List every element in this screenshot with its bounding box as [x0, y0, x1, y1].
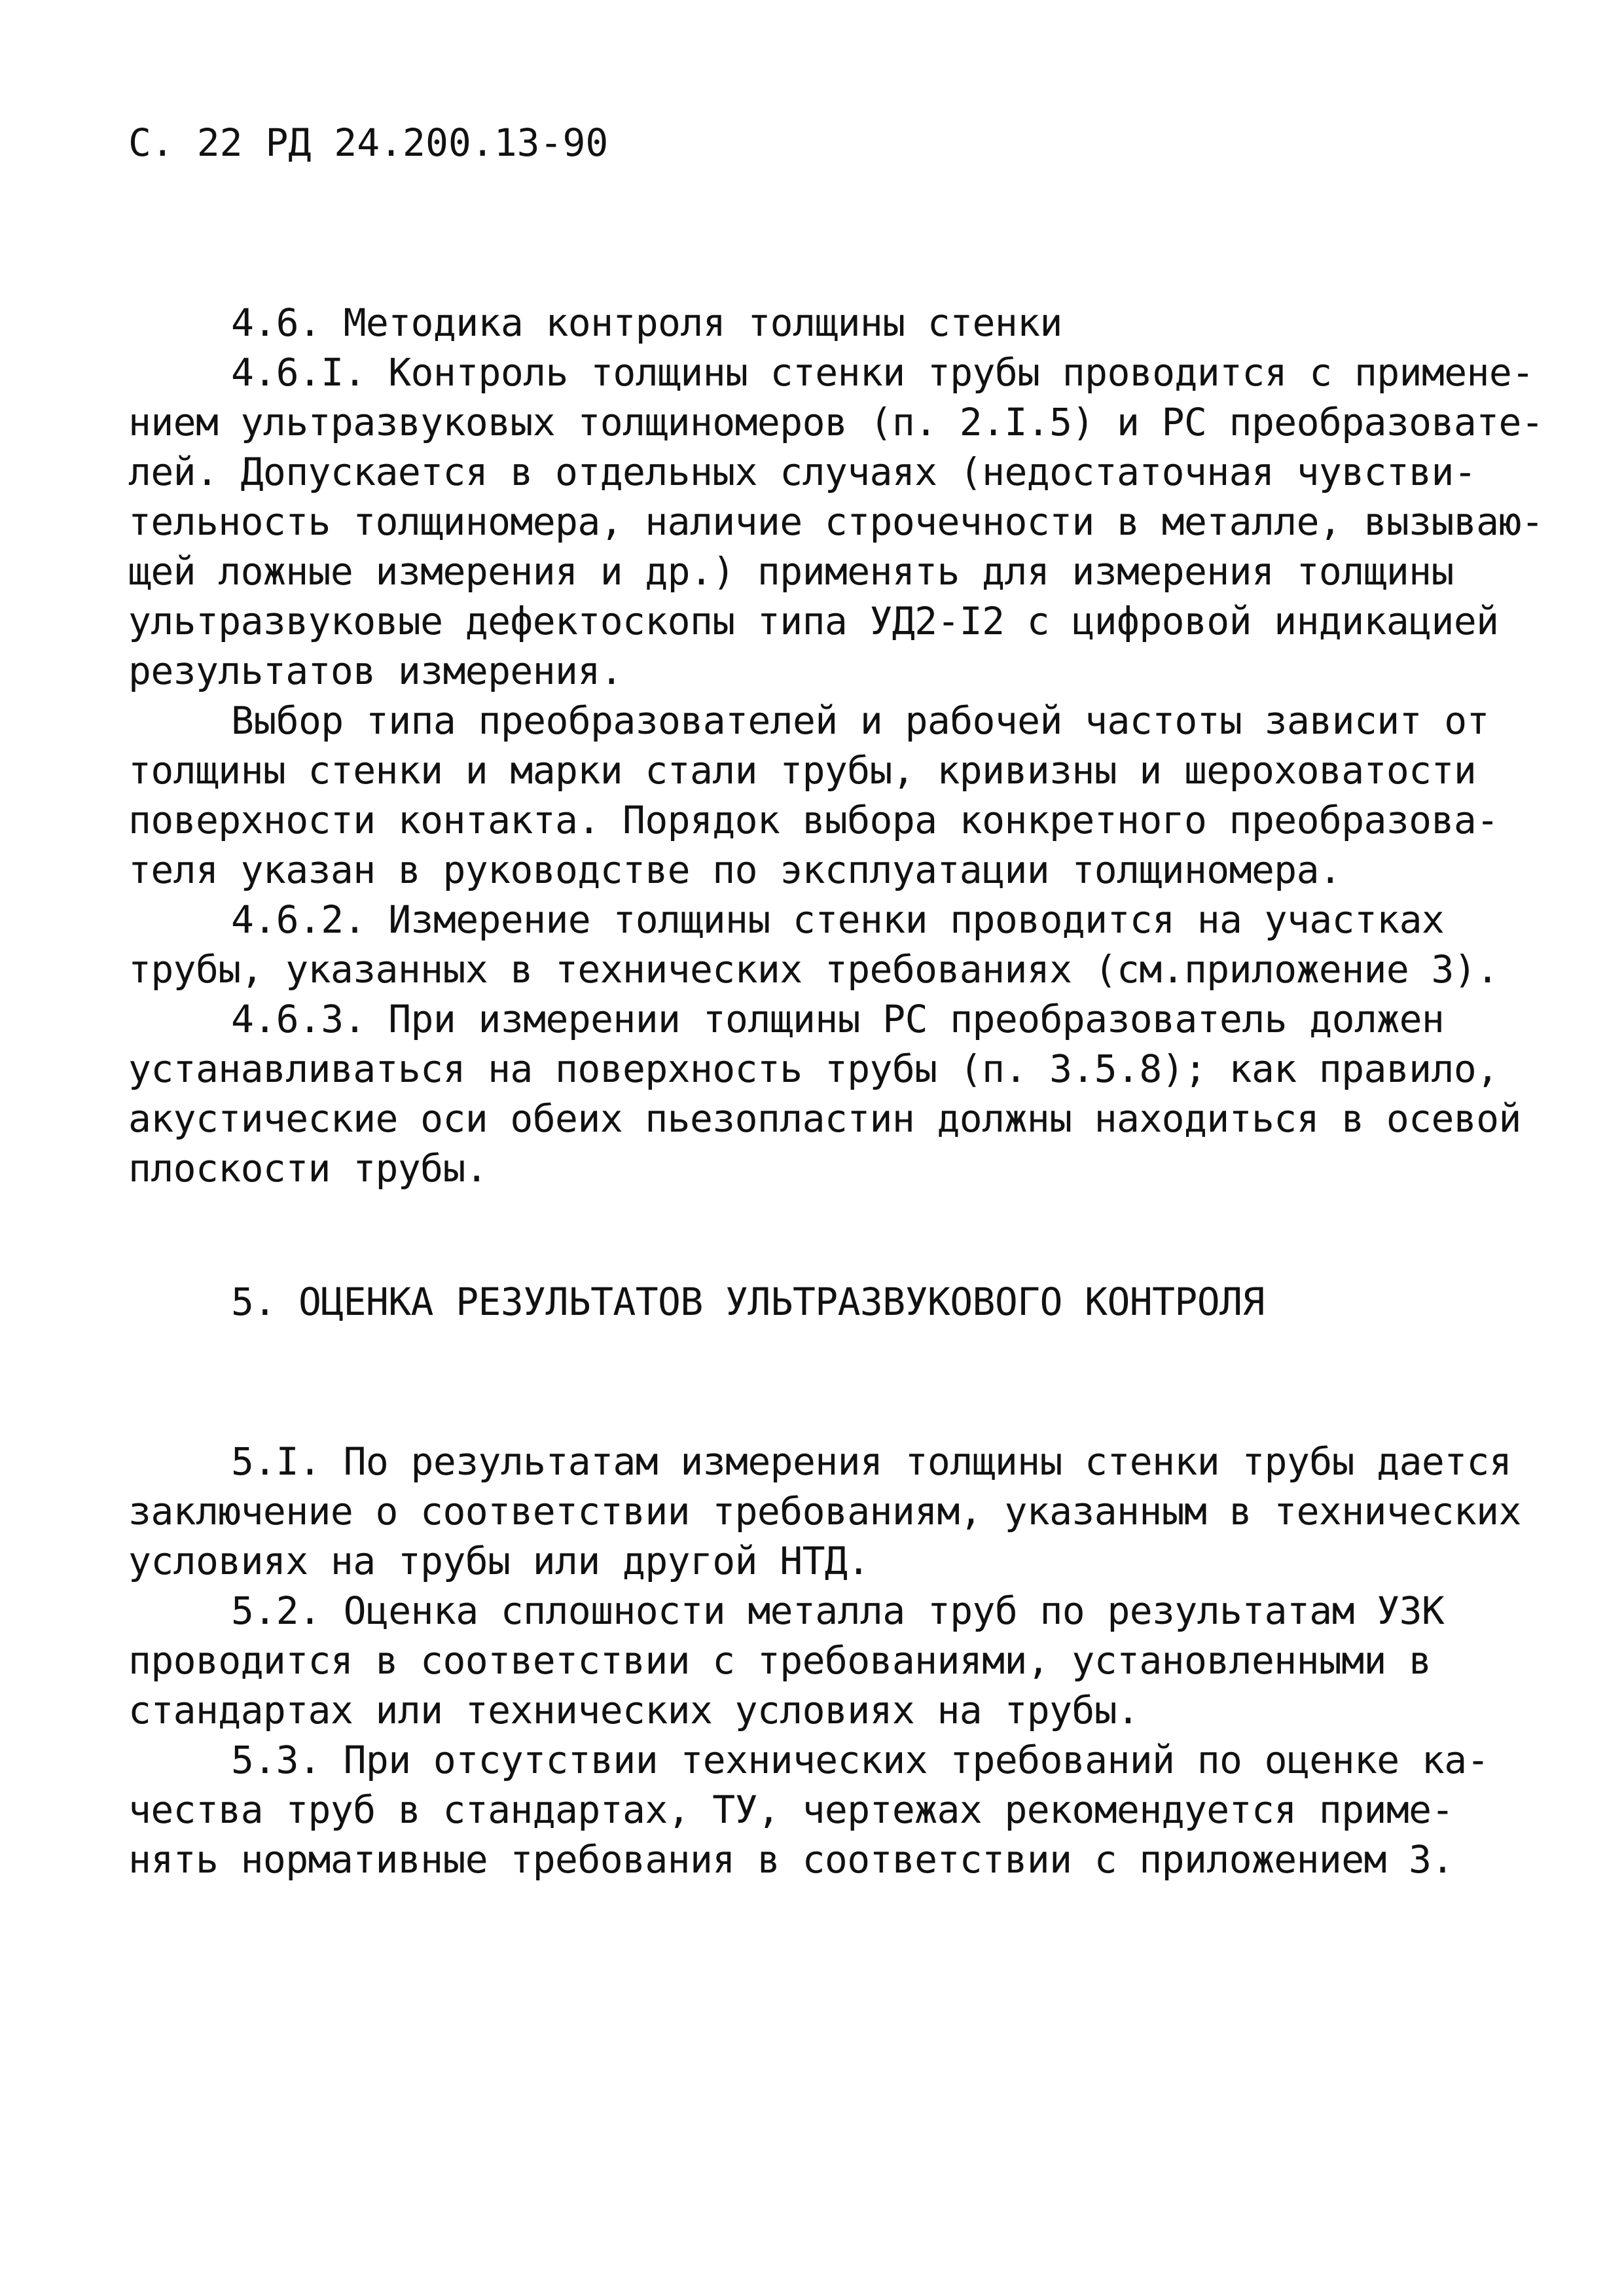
- paragraph-line: проводится в соответствии с требованиями, установленными в: [128, 1638, 1432, 1683]
- paragraph-line: плоскости трубы.: [128, 1146, 488, 1191]
- paragraph-line: щей ложные измерения и др.) применять для измерения толщины: [128, 549, 1454, 594]
- page-header: С. 22 РД 24.200.13-90: [128, 120, 609, 165]
- paragraph-line: 4.6.I. Контроль толщины стенки трубы проводится с примене-: [231, 350, 1534, 395]
- section-title-5: 5. ОЦЕНКА РЕЗУЛЬТАТОВ УЛЬТРАЗВУКОВОГО КОНТРОЛЯ: [231, 1280, 1265, 1324]
- paragraph-line: заключение о соответствии требованиям, указанным в технических: [128, 1489, 1521, 1534]
- paragraph-line: трубы, указанных в технических требованиях (см.приложение 3).: [128, 947, 1499, 992]
- paragraph-line: ультразвуковые дефектоскопы типа УД2-I2 с цифровой индикацией: [128, 599, 1499, 643]
- paragraph-line: 5.3. При отсутствии технических требований по оценке ка-: [231, 1738, 1489, 1782]
- paragraph-line: нять нормативные требования в соответствии с приложением 3.: [128, 1837, 1454, 1882]
- paragraph-line: условиях на трубы или другой НТД.: [128, 1539, 870, 1583]
- paragraph-line: 5.I. По результатам измерения толщины стенки трубы дается: [231, 1439, 1512, 1484]
- paragraph-line: поверхности контакта. Порядок выбора конкретного преобразова-: [128, 798, 1499, 842]
- paragraph-line: чества труб в стандартах, ТУ, чертежах рекомендуется приме-: [128, 1787, 1454, 1832]
- paragraph-line: теля указан в руководстве по эксплуатации толщиномера.: [128, 848, 1342, 892]
- paragraph-line: стандартах или технических условиях на трубы.: [128, 1688, 1140, 1732]
- paragraph-line: 4.6.3. При измерении толщины РС преобразователь должен: [231, 997, 1445, 1041]
- paragraph-line: Выбор типа преобразователей и рабочей частоты зависит от: [231, 698, 1489, 743]
- paragraph-line: акустические оси обеих пьезопластин должны находиться в осевой: [128, 1096, 1521, 1141]
- paragraph-line: лей. Допускается в отдельных случаях (недостаточная чувстви-: [128, 450, 1477, 494]
- section-title-4-6: 4.6. Методика контроля толщины стенки: [231, 300, 1062, 345]
- paragraph-line: результатов измерения.: [128, 649, 623, 693]
- paragraph-line: 5.2. Оценка сплошности металла труб по результатам УЗК: [231, 1588, 1445, 1633]
- paragraph-line: толщины стенки и марки стали трубы, кривизны и шероховатости: [128, 748, 1477, 793]
- paragraph-line: 4.6.2. Измерение толщины стенки проводится на участках: [231, 897, 1445, 942]
- paragraph-line: нием ультразвуковых толщиномеров (п. 2.I.5) и РС преобразовате-: [128, 400, 1544, 444]
- paragraph-line: устанавливаться на поверхность трубы (п. 3.5.8); как правило,: [128, 1047, 1499, 1091]
- paragraph-line: тельность толщиномера, наличие строчечности в металле, вызываю-: [128, 499, 1544, 544]
